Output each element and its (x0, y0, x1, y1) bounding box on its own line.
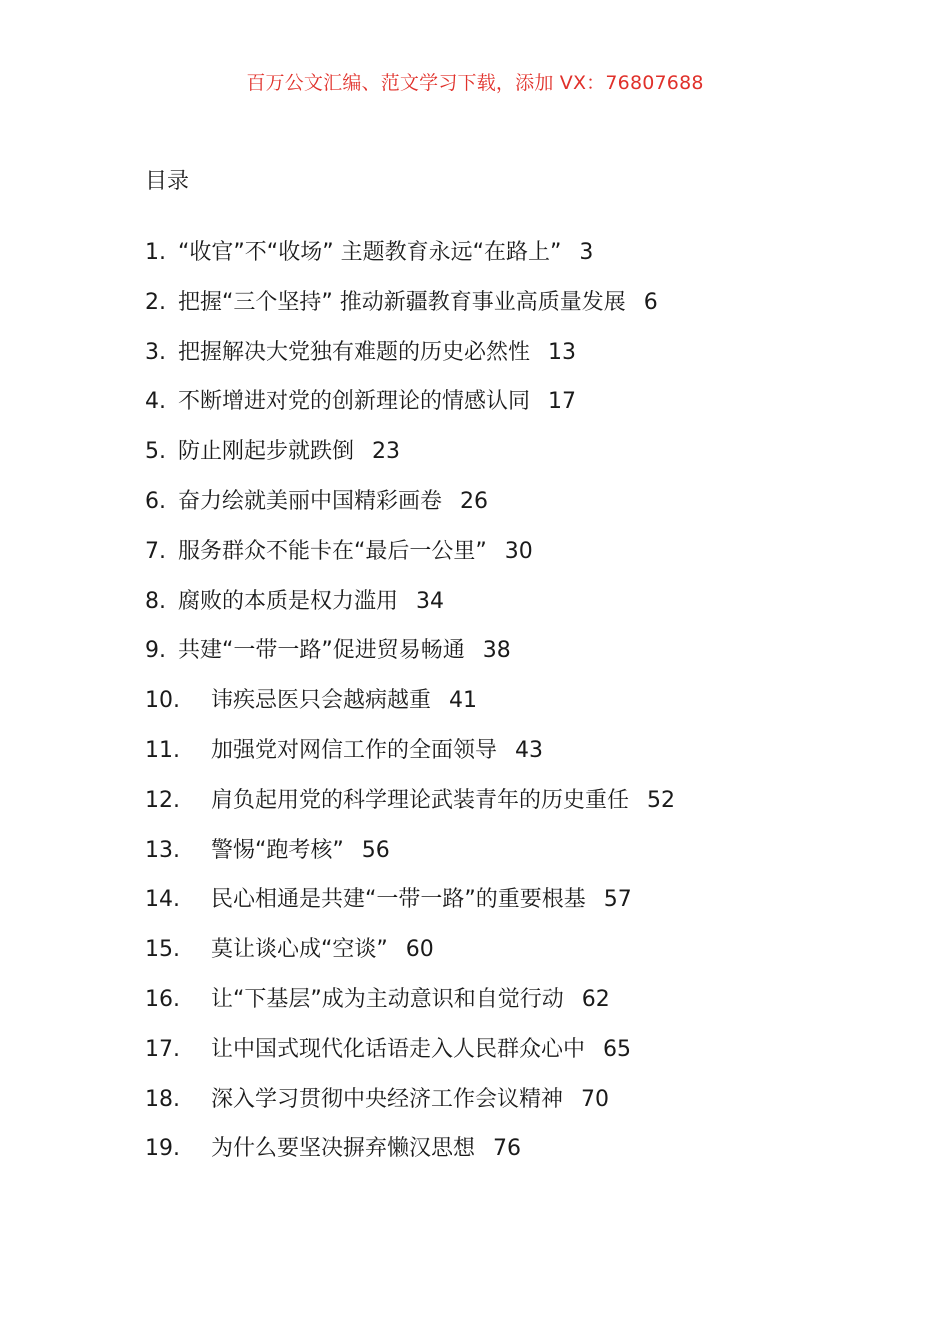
toc-entry-title: 共建“一带一路”促进贸易畅通 (178, 638, 465, 664)
toc-entry-page-number: 23 (372, 439, 401, 465)
toc-entry[interactable] (145, 1132, 865, 1182)
toc-entry-page-number: 57 (603, 887, 632, 913)
toc-entry-number: 16. (145, 986, 180, 1012)
toc-entry-page-number: 34 (416, 588, 445, 614)
toc-entry[interactable] (145, 336, 865, 386)
toc-entry-number: 12. (145, 787, 180, 813)
toc-entry-page-number: 17 (548, 389, 577, 415)
toc-entry-page-number: 43 (515, 737, 544, 763)
toc-entry-page-number: 60 (405, 937, 434, 963)
toc-entry-number: 13. (145, 837, 180, 863)
toc-entry[interactable] (145, 883, 865, 933)
toc-entry-page-number: 38 (482, 638, 511, 664)
header-note: 百万公文汇编、范文学习下载，添加 VX：76807688 (246, 72, 704, 94)
toc-entry-title: 腐败的本质是权力滥用 (178, 588, 399, 614)
toc-entry[interactable] (145, 385, 865, 435)
toc-entry[interactable] (145, 684, 865, 734)
toc-entry-number: 15. (145, 937, 180, 963)
toc-entry[interactable] (145, 485, 865, 535)
toc-entry[interactable] (145, 634, 865, 684)
toc-entry-number: 14. (145, 887, 180, 913)
toc-entry-title: 讳疾忌医只会越病越重 (211, 688, 432, 714)
toc-entry-page-number: 62 (581, 986, 610, 1012)
toc-entry[interactable] (145, 1083, 865, 1133)
toc-entry-title: 莫让谈心成“空谈” (211, 937, 388, 963)
toc-entry-page-number: 26 (460, 488, 489, 514)
toc-entry-number: 10. (145, 688, 180, 714)
toc-entry-number: 11. (145, 737, 180, 763)
toc-entry-title: 让中国式现代化话语走入人民群众心中 (211, 1036, 586, 1062)
toc-entry-page-number: 56 (361, 837, 390, 863)
toc-entry-title: 为什么要坚决摒弃懒汉思想 (211, 1136, 476, 1162)
toc-entry-number: 18. (145, 1086, 180, 1112)
toc-entry-page-number: 13 (548, 339, 577, 365)
toc-entry-title: 加强党对网信工作的全面领导 (211, 737, 498, 763)
toc-entry-number: 17. (145, 1036, 180, 1062)
toc-entry-page-number: 30 (504, 538, 533, 564)
toc-entry-title: 把握“三个坚持” 推动新疆教育事业高质量发展 (178, 289, 626, 315)
toc-entry[interactable] (145, 734, 865, 784)
toc-entry[interactable] (145, 933, 865, 983)
toc-entry-number: 1. (145, 240, 166, 265)
toc-entry-page-number: 70 (581, 1086, 610, 1112)
toc-entry-number: 9. (145, 638, 166, 664)
toc-entry-title: 防止刚起步就跌倒 (178, 439, 355, 465)
toc-entry-title: 肩负起用党的科学理论武装青年的历史重任 (211, 787, 630, 813)
toc-entry[interactable] (145, 286, 865, 336)
toc-entry-number: 8. (145, 588, 166, 614)
toc-entry-number: 2. (145, 289, 166, 315)
toc-entry-title: 服务群众不能卡在“最后一公里” (178, 538, 487, 564)
toc-entry-title: 把握解决大党独有难题的历史必然性 (178, 339, 531, 365)
toc-entry-page-number: 76 (493, 1136, 522, 1162)
toc-entry[interactable] (145, 435, 865, 485)
toc-entry[interactable] (145, 236, 865, 286)
toc-entry-title: 警惕“跑考核” (211, 837, 344, 863)
toc-entry[interactable] (145, 1033, 865, 1083)
toc-entry-page-number: 65 (603, 1036, 632, 1062)
toc-entry-title: 不断增进对党的创新理论的情感认同 (178, 389, 531, 415)
toc-entry-title: 民心相通是共建“一带一路”的重要根基 (211, 887, 586, 913)
toc-entry-number: 3. (145, 339, 166, 365)
toc-list (145, 236, 865, 1182)
toc-entry-number: 19. (145, 1136, 180, 1162)
toc-entry-title: 深入学习贯彻中央经济工作会议精神 (211, 1086, 564, 1112)
toc-entry-number: 6. (145, 488, 166, 514)
toc-entry-title: 奋力绘就美丽中国精彩画卷 (178, 488, 443, 514)
toc-entry[interactable] (145, 983, 865, 1033)
toc-entry-page-number: 41 (449, 688, 478, 714)
toc-entry-number: 4. (145, 389, 166, 415)
toc-entry-page-number: 6 (643, 289, 658, 315)
toc-entry[interactable] (145, 834, 865, 884)
toc-entry-page-number: 52 (647, 787, 676, 813)
toc-entry-number: 5. (145, 439, 166, 465)
toc-entry-number: 7. (145, 538, 166, 564)
toc-entry-page-number: 3 (579, 240, 594, 265)
toc-entry[interactable] (145, 535, 865, 585)
toc-entry-title: 让“下基层”成为主动意识和自觉行动 (211, 986, 564, 1012)
toc-entry[interactable] (145, 585, 865, 635)
toc-entry-title: “收官”不“收场” 主题教育永远“在路上” (178, 240, 562, 265)
toc-title: 目录 (145, 169, 190, 194)
toc-entry[interactable] (145, 784, 865, 834)
